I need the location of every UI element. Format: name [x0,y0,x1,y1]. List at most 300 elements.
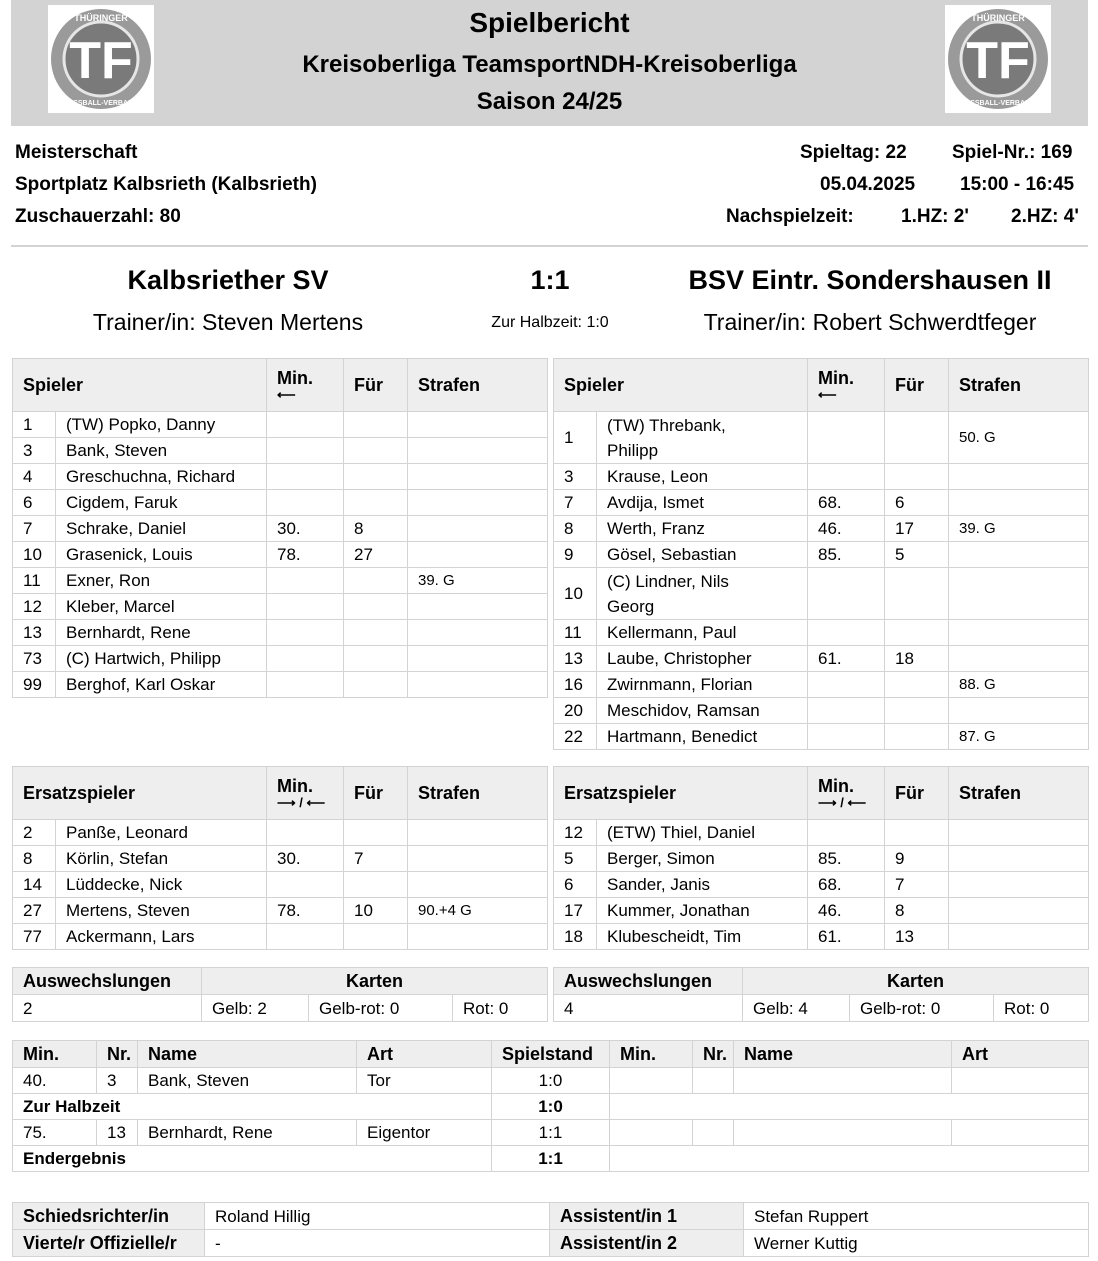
player-row [13,464,548,490]
goal-nr: 13 [97,1120,138,1146]
player-number: 73 [13,646,56,672]
report-title: Spielbericht [469,7,630,38]
goal-type: Tor [357,1068,492,1094]
player-name [56,846,267,872]
player-min [267,464,344,490]
away-yellowred-count: Gelb-rot: 0 [850,995,994,1022]
player-name-line: Kellermann, Paul [607,623,737,642]
goal-away-cell [610,1068,693,1094]
player-penalty [408,846,548,872]
player-name [56,924,267,950]
player-number: 4 [13,464,56,490]
col-goal-name-away: Name [734,1041,952,1068]
player-min: 85. [808,542,885,568]
player-row [554,516,1089,542]
player-penalty [408,412,548,438]
player-penalty [949,872,1089,898]
player-row [13,620,548,646]
player-name-line: Panße, Leonard [66,823,188,842]
player-number: 7 [554,490,597,516]
federation-logo-right [945,5,1051,113]
goal-away-cell [693,1120,734,1146]
player-name [597,698,808,724]
player-min [808,568,885,620]
player-penalty [949,820,1089,846]
player-name-line: Krause, Leon [607,467,709,486]
player-for [344,568,408,594]
player-number: 27 [13,898,56,924]
player-name-line: Bank, Steven [66,441,168,460]
player-row [554,820,1089,846]
player-penalty [408,464,548,490]
col-goal-score: Spielstand [492,1041,610,1068]
player-row [13,542,548,568]
player-number: 16 [554,672,597,698]
player-min [808,620,885,646]
player-penalty: 50. G [949,412,1089,464]
player-number: 5 [554,846,597,872]
col-goal-nr-away: Nr. [693,1041,734,1068]
player-name-line: Meschidov, Ramsan [607,701,760,720]
svg-text:TF: TF [966,32,1030,90]
player-row [554,490,1089,516]
player-row [554,698,1089,724]
player-name-line: Exner, Ron [66,571,151,590]
player-name-line: Bernhardt, Rene [66,623,191,642]
home-trainer: Trainer/in: Steven Mertens [92,309,364,335]
player-name [56,898,267,924]
player-min [267,438,344,464]
player-number: 22 [554,724,597,750]
col-penalties: Strafen [949,767,1089,820]
col-min: Min. ⟶ / ⟵ [267,767,344,820]
col-goal-min: Min. [13,1041,97,1068]
venue: Sportplatz Kalbsrieth (Kalbsrieth) [15,174,317,195]
player-for [885,412,949,464]
player-min: 85. [808,846,885,872]
col-for: Für [344,767,408,820]
final-score: 1:1 [530,265,570,295]
player-name [56,516,267,542]
col-goal-type-away: Art [952,1041,1089,1068]
player-number: 8 [13,846,56,872]
goal-name: Bernhardt, Rene [138,1120,357,1146]
player-number: 10 [554,568,597,620]
player-name-line: Lüddecke, Nick [66,875,183,894]
goal-away-cell [610,1120,693,1146]
player-min: 30. [267,846,344,872]
player-penalty [949,490,1089,516]
player-penalty [949,646,1089,672]
player-number: 12 [13,594,56,620]
home-lineup-table [12,358,548,698]
goal-min: 75. [13,1120,97,1146]
player-min: 46. [808,516,885,542]
goal-score: 1:1 [492,1146,610,1172]
player-penalty [949,464,1089,490]
player-name [56,438,267,464]
player-for [885,568,949,620]
player-min [808,820,885,846]
referee-label: Schiedsrichter/in [13,1203,205,1230]
federation-logo-left [48,5,154,113]
player-name [597,620,808,646]
player-name-line: Klubescheidt, Tim [607,927,742,946]
player-min [267,412,344,438]
player-name-line: (TW) Threbank, [607,415,726,435]
goal-min: 40. [13,1068,97,1094]
player-penalty [408,820,548,846]
player-row [13,646,548,672]
player-for [344,872,408,898]
competition: Meisterschaft [15,142,138,163]
player-penalty [408,872,548,898]
player-penalty [949,542,1089,568]
player-for [344,646,408,672]
player-row [554,846,1089,872]
player-number: 6 [13,490,56,516]
player-penalty [949,698,1089,724]
svg-text:TF: TF [69,32,133,90]
player-name-line: Sander, Janis [607,875,711,894]
player-min [808,672,885,698]
goal-away-empty [610,1146,1089,1172]
player-min [267,568,344,594]
player-number: 77 [13,924,56,950]
player-number: 11 [554,620,597,646]
player-penalty [408,516,548,542]
player-penalty [408,594,548,620]
player-penalty [949,898,1089,924]
home-team-name: Kalbsriether SV [127,265,329,295]
goals-header [13,1041,1089,1068]
player-min [267,620,344,646]
player-number: 18 [554,924,597,950]
player-for: 8 [344,516,408,542]
col-substitutions: Auswechslungen [13,968,202,995]
away-subs-header [554,767,1089,820]
player-name-line: Gösel, Sebastian [607,545,737,564]
goal-row [13,1120,1089,1146]
player-name-line: Grasenick, Louis [66,545,193,564]
league-name: Kreisoberliga TeamsportNDH-Kreisoberliga [302,51,797,78]
player-min: 61. [808,924,885,950]
player-min [808,464,885,490]
player-row [554,924,1089,950]
player-row [13,820,548,846]
player-name [56,620,267,646]
player-row [554,542,1089,568]
player-for [344,490,408,516]
goal-summary-label: Endergebnis [13,1146,492,1172]
player-penalty: 39. G [949,516,1089,542]
away-lineup-table [553,358,1089,750]
player-number: 9 [554,542,597,568]
goal-away-empty [610,1094,1089,1120]
player-name [56,820,267,846]
col-substitutions: Auswechslungen [554,968,743,995]
away-substitution-count: 4 [554,995,743,1022]
goal-away-cell [952,1068,1089,1094]
player-for: 6 [885,490,949,516]
player-row [13,846,548,872]
halftime-score: Zur Halbzeit: 1:0 [491,314,609,331]
away-lineup-header [554,359,1089,412]
assistant1-name: Stefan Ruppert [744,1203,1089,1230]
player-for [344,620,408,646]
away-red-count: Rot: 0 [994,995,1089,1022]
col-cards: Karten [202,968,548,995]
player-name-line: (ETW) Thiel, Daniel [607,823,755,842]
player-name-line: Avdija, Ismet [607,493,705,512]
goal-row [13,1068,1089,1094]
away-subs-table [553,766,1089,950]
player-penalty [408,490,548,516]
player-name [56,542,267,568]
player-row [13,594,548,620]
player-name [597,490,808,516]
player-for [885,820,949,846]
player-name [597,516,808,542]
home-yellow-count: Gelb: 2 [202,995,309,1022]
player-row [13,672,548,698]
goal-nr: 3 [97,1068,138,1094]
player-penalty: 87. G [949,724,1089,750]
player-name-line: Werth, Franz [607,519,705,538]
player-name [56,594,267,620]
player-row [554,872,1089,898]
col-subs: Ersatzspieler [13,767,267,820]
match-number: Spiel-Nr.: 169 [952,142,1073,163]
player-penalty [408,646,548,672]
player-penalty [408,924,548,950]
home-subs-header [13,767,548,820]
player-name [56,568,267,594]
player-for: 13 [885,924,949,950]
player-name-line: (C) Lindner, Nils [607,571,729,591]
player-min [267,490,344,516]
player-penalty [949,568,1089,620]
player-name-line: Körlin, Stefan [66,849,169,868]
stoppage-second-half: 2.HZ: 4' [1011,206,1079,227]
player-penalty: 39. G [408,568,548,594]
player-name-line: Laube, Christopher [607,649,752,668]
player-name-line: Cigdem, Faruk [66,493,178,512]
col-player: Spieler [554,359,808,412]
home-lineup-header [13,359,548,412]
player-min [267,924,344,950]
divider [11,245,1088,247]
referee-name: Roland Hillig [205,1203,550,1230]
player-number: 8 [554,516,597,542]
player-row [554,646,1089,672]
player-name [597,646,808,672]
player-name-line: Philipp [607,440,659,460]
player-name [56,872,267,898]
player-min [808,412,885,464]
goal-name: Bank, Steven [138,1068,357,1094]
player-min: 61. [808,646,885,672]
away-stats-table [553,967,1089,1022]
player-for: 17 [885,516,949,542]
assistant2-label: Assistent/in 2 [550,1230,744,1257]
player-penalty [949,620,1089,646]
col-for: Für [344,359,408,412]
player-for [344,820,408,846]
player-row [554,568,1089,620]
player-for [885,698,949,724]
player-name [597,724,808,750]
home-yellowred-count: Gelb-rot: 0 [309,995,453,1022]
player-name [56,646,267,672]
player-penalty [949,846,1089,872]
player-for [344,672,408,698]
player-number: 6 [554,872,597,898]
player-number: 13 [554,646,597,672]
player-row [13,438,548,464]
player-penalty [408,620,548,646]
player-name [597,542,808,568]
col-min: Min. ⟵ [808,359,885,412]
player-number: 2 [13,820,56,846]
player-number: 11 [13,568,56,594]
svg-text:FUSSBALL-VERBAND: FUSSBALL-VERBAND [63,100,139,107]
player-for: 7 [344,846,408,872]
player-number: 10 [13,542,56,568]
goal-away-cell [693,1068,734,1094]
goal-score: 1:0 [492,1068,610,1094]
home-substitution-count: 2 [13,995,202,1022]
player-min: 68. [808,490,885,516]
player-number: 3 [554,464,597,490]
player-for [885,620,949,646]
goal-type: Eigentor [357,1120,492,1146]
player-penalty [408,438,548,464]
report-header [11,0,1088,126]
player-penalty: 90.+4 G [408,898,548,924]
col-min: Min. ⟵ [267,359,344,412]
col-goal-name: Name [138,1041,357,1068]
player-name [597,820,808,846]
player-name [597,872,808,898]
player-min [267,872,344,898]
player-row [554,464,1089,490]
fourth-official-label: Vierte/r Offizielle/r [13,1230,205,1257]
player-name-line: Greschuchna, Richard [66,467,236,486]
assistant2-name: Werner Kuttig [744,1230,1089,1257]
col-min: Min. ⟶ / ⟵ [808,767,885,820]
col-goal-type: Art [357,1041,492,1068]
goal-row [13,1094,1089,1120]
player-number: 14 [13,872,56,898]
player-name [597,672,808,698]
away-trainer: Trainer/in: Robert Schwerdtfeger [703,309,1037,335]
player-number: 12 [554,820,597,846]
player-min: 68. [808,872,885,898]
player-name [56,490,267,516]
player-min [808,724,885,750]
player-for: 27 [344,542,408,568]
player-number: 99 [13,672,56,698]
player-for [344,438,408,464]
player-row [554,620,1089,646]
goals-table [12,1040,1089,1172]
player-min [267,646,344,672]
player-number: 17 [554,898,597,924]
home-subs-table [12,766,548,950]
goal-summary-label: Zur Halbzeit [13,1094,492,1120]
player-name [597,898,808,924]
player-number: 3 [13,438,56,464]
player-name-line: Mertens, Steven [66,901,190,920]
player-name-line: Berghof, Karl Oskar [66,675,216,694]
player-for [885,464,949,490]
goal-score: 1:1 [492,1120,610,1146]
col-penalties: Strafen [408,359,548,412]
player-min: 30. [267,516,344,542]
goal-away-cell [734,1120,952,1146]
col-subs: Ersatzspieler [554,767,808,820]
player-row [13,898,548,924]
player-row [13,872,548,898]
player-name-line: Berger, Simon [607,849,715,868]
player-name-line: Ackermann, Lars [66,927,195,946]
col-penalties: Strafen [949,359,1089,412]
player-row [554,898,1089,924]
player-row [13,568,548,594]
stoppage-first-half: 1.HZ: 2' [901,206,969,227]
match-date: 05.04.2025 [820,174,916,195]
player-name-line: Schrake, Daniel [66,519,187,538]
player-min [267,594,344,620]
fourth-official-name: - [205,1230,550,1257]
spectators: Zuschauerzahl: 80 [15,206,181,227]
player-penalty: 88. G [949,672,1089,698]
player-min: 78. [267,898,344,924]
player-row [13,490,548,516]
player-penalty [408,542,548,568]
player-for: 9 [885,846,949,872]
player-min [267,820,344,846]
player-for [885,724,949,750]
player-row [13,924,548,950]
player-name-line: (TW) Popko, Danny [66,415,216,434]
svg-text:THÜRINGER: THÜRINGER [971,13,1025,23]
season: Saison 24/25 [476,88,623,115]
player-row [554,672,1089,698]
col-cards: Karten [743,968,1089,995]
player-min [808,698,885,724]
player-number: 13 [13,620,56,646]
player-row [13,412,548,438]
player-for [344,412,408,438]
away-team-name: BSV Eintr. Sondershausen II [688,265,1052,295]
goal-away-cell [734,1068,952,1094]
match-time: 15:00 - 16:45 [960,174,1075,195]
player-min [267,672,344,698]
player-number: 1 [554,412,597,464]
player-for: 18 [885,646,949,672]
player-for: 8 [885,898,949,924]
player-name [597,412,808,464]
player-penalty [949,924,1089,950]
svg-text:THÜRINGER: THÜRINGER [74,13,128,23]
home-stats-table [12,967,548,1022]
col-for: Für [885,359,949,412]
player-for [344,594,408,620]
player-name-line: (C) Hartwich, Philipp [66,649,221,668]
player-name [597,846,808,872]
